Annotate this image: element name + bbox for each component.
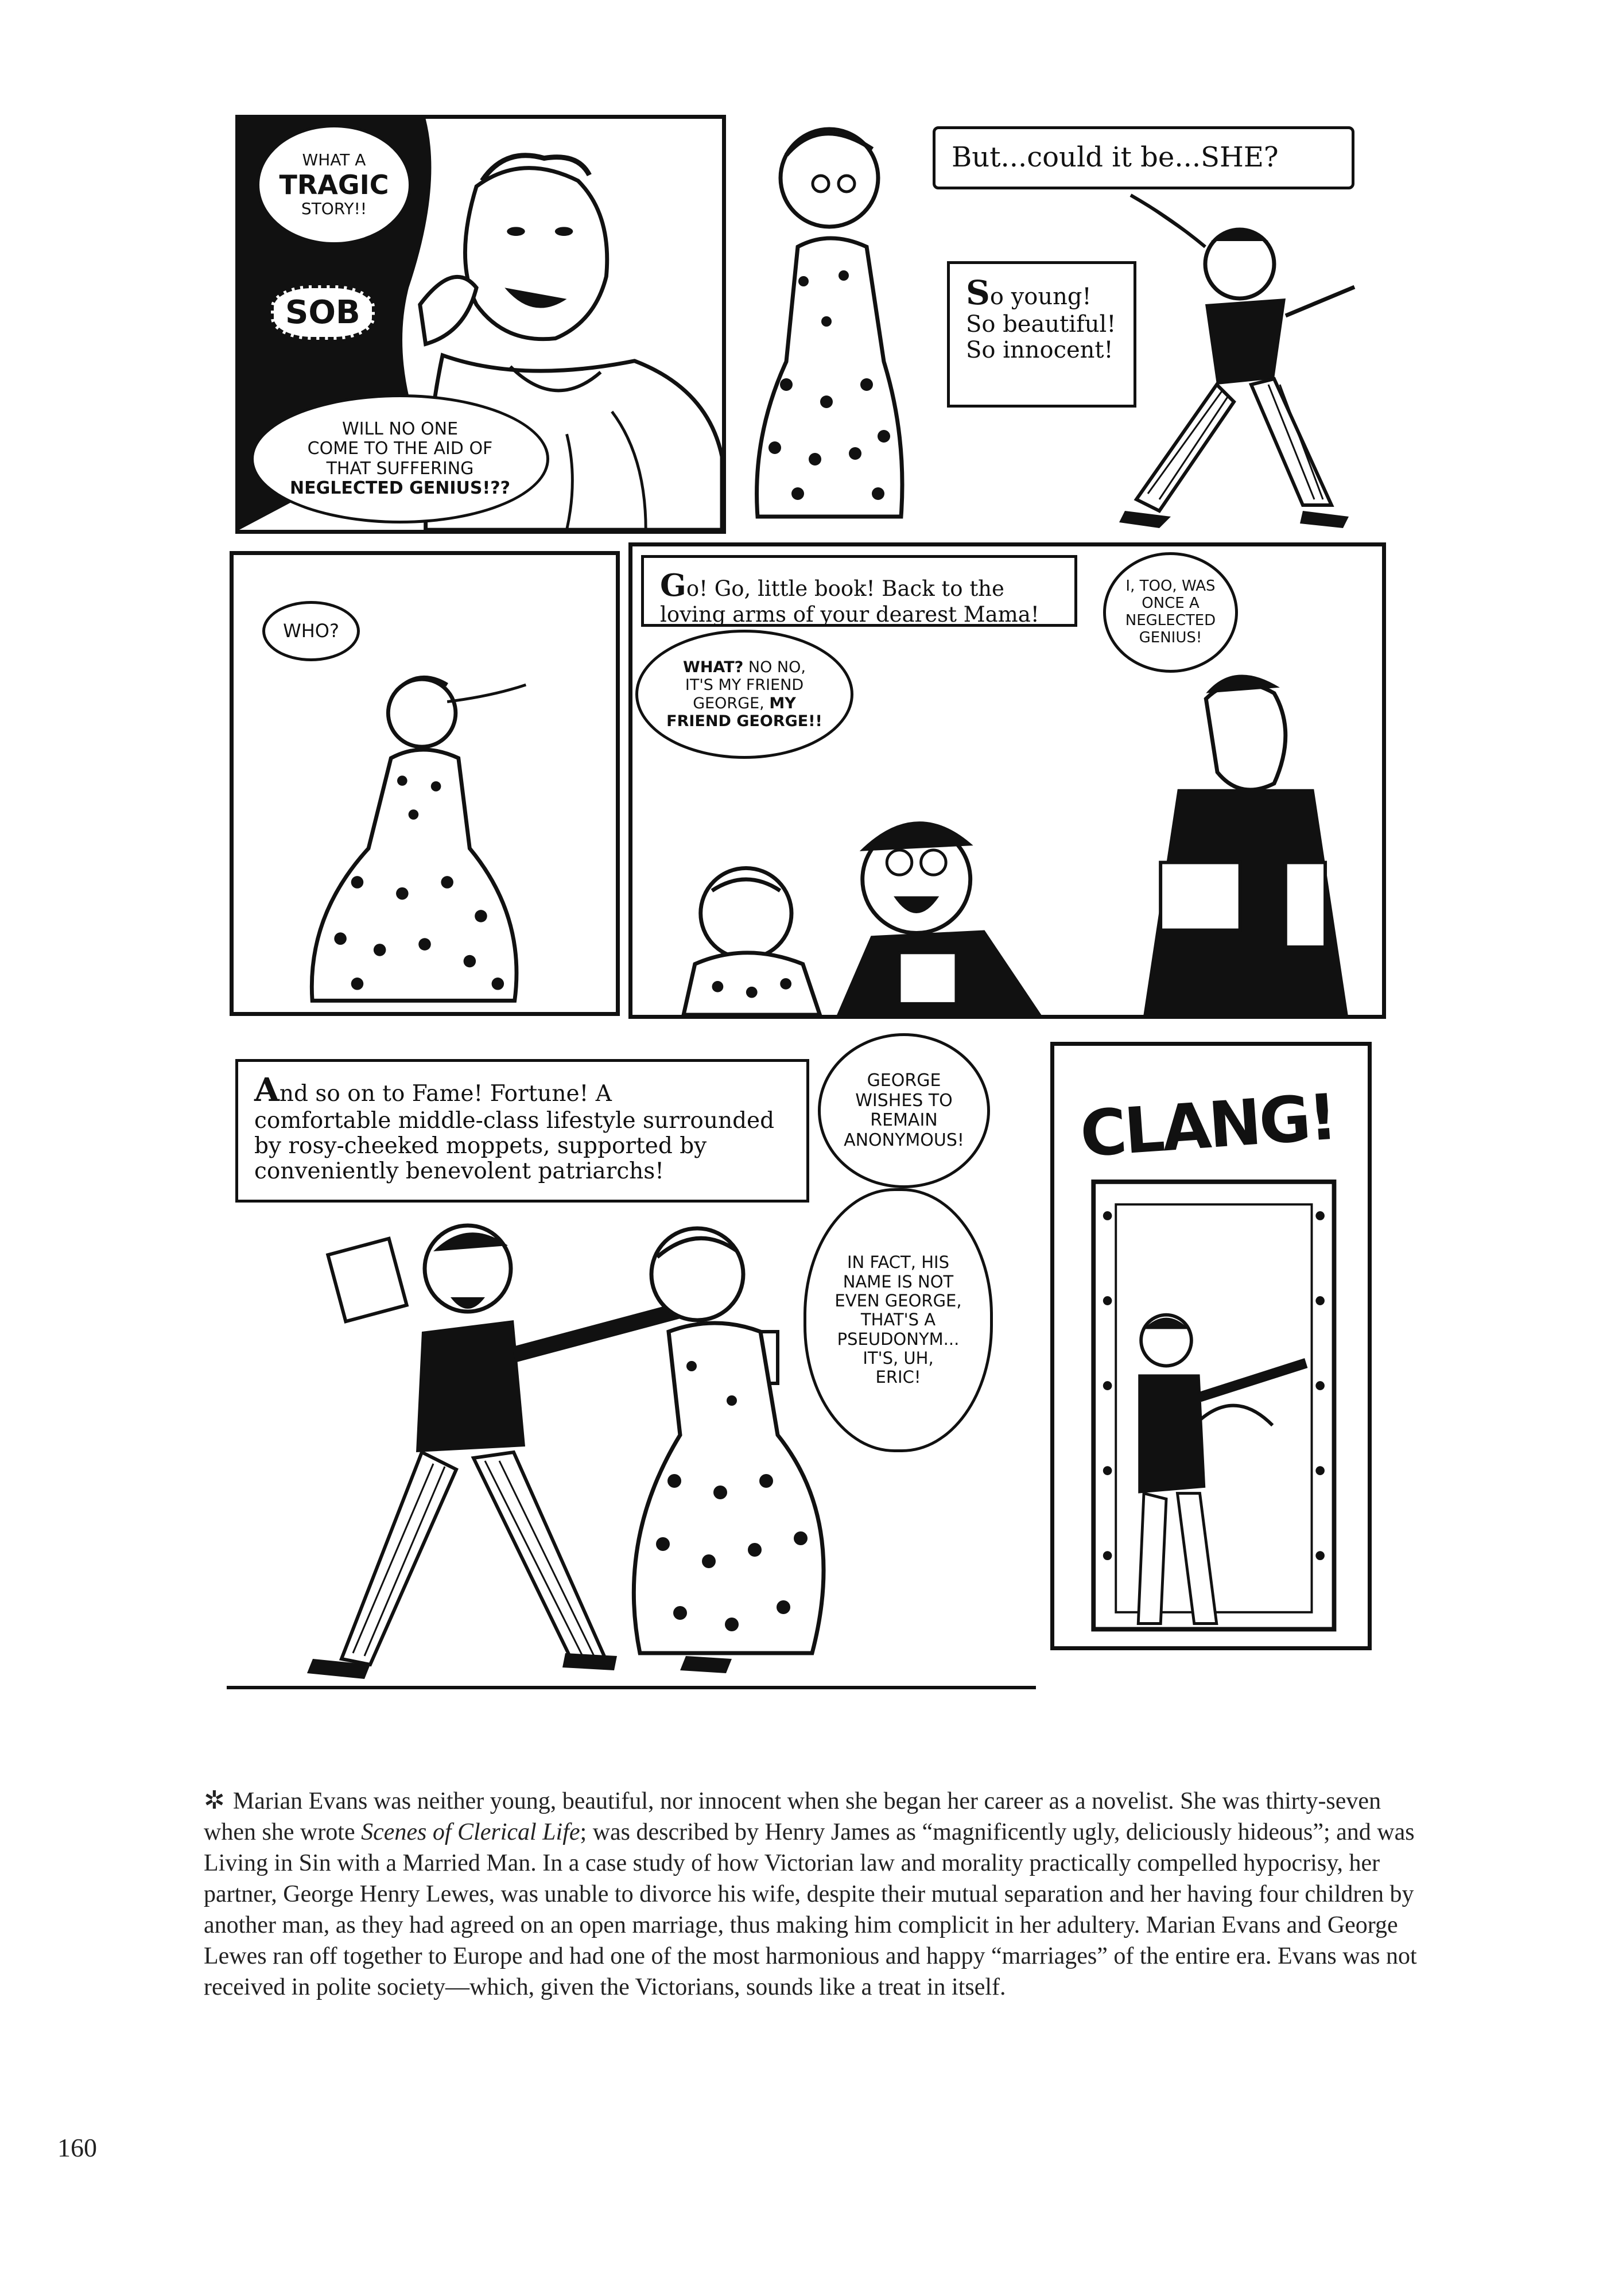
will-line-3: THAT SUFFERING (326, 458, 474, 479)
will-line-1: WILL NO ONE (341, 418, 459, 439)
george-line-3: REMAIN (870, 1110, 938, 1130)
so-young-line-3: So innocent! (966, 336, 1113, 363)
go-line-1-text: o! Go, little book! Back to the (686, 576, 1004, 601)
so-young-drop-cap: S (966, 273, 990, 312)
fame-line-4: conveniently benevolent patriarchs! (254, 1158, 664, 1184)
panel-1 (235, 115, 726, 534)
fact-line-6: IT'S, UH, (863, 1348, 934, 1368)
fact-line-7: ERIC! (875, 1367, 921, 1387)
go-line-2: loving arms of your dearest Mama! (660, 602, 1039, 627)
footnote (204, 1785, 1432, 2003)
who-bubble: WHO? (262, 601, 360, 661)
footnote-book-title: Scenes of Clerical Life (361, 1819, 580, 1845)
tragic-line-2: TRAGIC (279, 169, 389, 200)
what-line-4 (666, 712, 822, 730)
in-fact-eric-bubble (804, 1188, 993, 1452)
what-no-no-bubble (635, 630, 853, 759)
what-line-2: IT'S MY FRIEND (685, 676, 804, 695)
panel-6 (1050, 1042, 1372, 1650)
fame-line-1 (254, 1072, 790, 1108)
sob-sound-effect: SOB (271, 285, 375, 340)
go-line-1 (660, 568, 1058, 603)
tragic-line-3: STORY!! (301, 199, 367, 219)
panel-3 (230, 551, 620, 1016)
panel-4 (628, 542, 1386, 1019)
footnote-text-after: ; was described by Henry James as “magnificently ugly, deliciously hideous”; and was Living in Sin with a Married Man. In a case study of how Victorian law and morality practically compelled hypocrisy, her partner, George Henry Lewes, was unable to divorce his wife, despite their mutual separation and her having four children by another man, as they had agreed on an open marriage, thus making him complicit in her adultery. Marian Evans and George Lewes ran off together to Europe and had one of the most harmonious and happy “marriages” of the entire era. Evans was not received in polite society—which, given the Victorians, sounds like a treat in itself. (204, 1819, 1417, 2000)
panel-2 (735, 115, 1389, 540)
page-number: 160 (57, 2133, 97, 2162)
fact-line-5: PSEUDONYM... (837, 1329, 960, 1349)
what-line-1 (666, 658, 822, 676)
what-line-3-bold: MY (769, 694, 796, 712)
george-line-1: GEORGE (867, 1071, 941, 1091)
go-drop-cap: G (660, 567, 686, 603)
what-line-1-bold: WHAT? (683, 658, 744, 677)
panel-5 (227, 1033, 1036, 1693)
fact-line-4: THAT'S A (860, 1310, 936, 1330)
footnote-text-before: Marian Evans was neither young, beautiful, nor innocent when she began her career as a novelist. She was thirty-seven when she wrote (204, 1788, 1381, 1845)
fame-line-3: by rosy-cheeked moppets, supported by (254, 1133, 707, 1159)
could-it-be-she-caption: But...could it be...SHE? (933, 126, 1354, 189)
go-little-book-caption (641, 555, 1077, 627)
so-young-line-1 (966, 274, 1117, 312)
what-line-4-bold: FRIEND GEORGE!! (666, 712, 822, 730)
i-too-line-4: GENIUS! (1139, 629, 1202, 646)
will-line-2: COME TO THE AID OF (307, 439, 493, 459)
george-anonymous-bubble (818, 1033, 990, 1188)
footnote-star-icon: ✲ (204, 1786, 225, 1814)
i-too-line-2: ONCE A (1142, 595, 1200, 612)
what-line-3 (666, 695, 822, 712)
i-too-line-1: I, TOO, WAS (1125, 577, 1216, 595)
what-line-1-rest: NO NO, (743, 658, 806, 677)
fact-line-1: IN FACT, HIS (847, 1252, 949, 1273)
i-too-bubble (1103, 552, 1238, 673)
will-line-4: NEGLECTED GENIUS!?? (290, 478, 510, 498)
george-line-4: ANONYMOUS! (844, 1130, 964, 1150)
will-no-one-bubble (251, 394, 549, 523)
fact-line-3: EVEN GEORGE, (834, 1290, 962, 1310)
so-young-line-2: So beautiful! (966, 311, 1116, 338)
fame-line-2: comfortable middle-class lifestyle surrounded (254, 1108, 775, 1134)
fame-fortune-caption (235, 1059, 809, 1203)
so-young-caption (947, 261, 1136, 408)
fact-line-2: NAME IS NOT (843, 1271, 954, 1292)
george-line-2: WISHES TO (855, 1090, 953, 1111)
tragic-story-bubble (257, 125, 412, 245)
what-line-3-a: GEORGE, (693, 694, 770, 712)
fame-drop-cap: A (254, 1071, 280, 1109)
so-young-line-1-text: o young! (989, 284, 1092, 310)
i-too-line-3: NEGLECTED (1125, 612, 1216, 629)
tragic-line-1: WHAT A (302, 150, 366, 170)
clang-sound-effect: CLANG! (1078, 1080, 1338, 1172)
fame-line-1-text: nd so on to Fame! Fortune! A (279, 1081, 612, 1107)
